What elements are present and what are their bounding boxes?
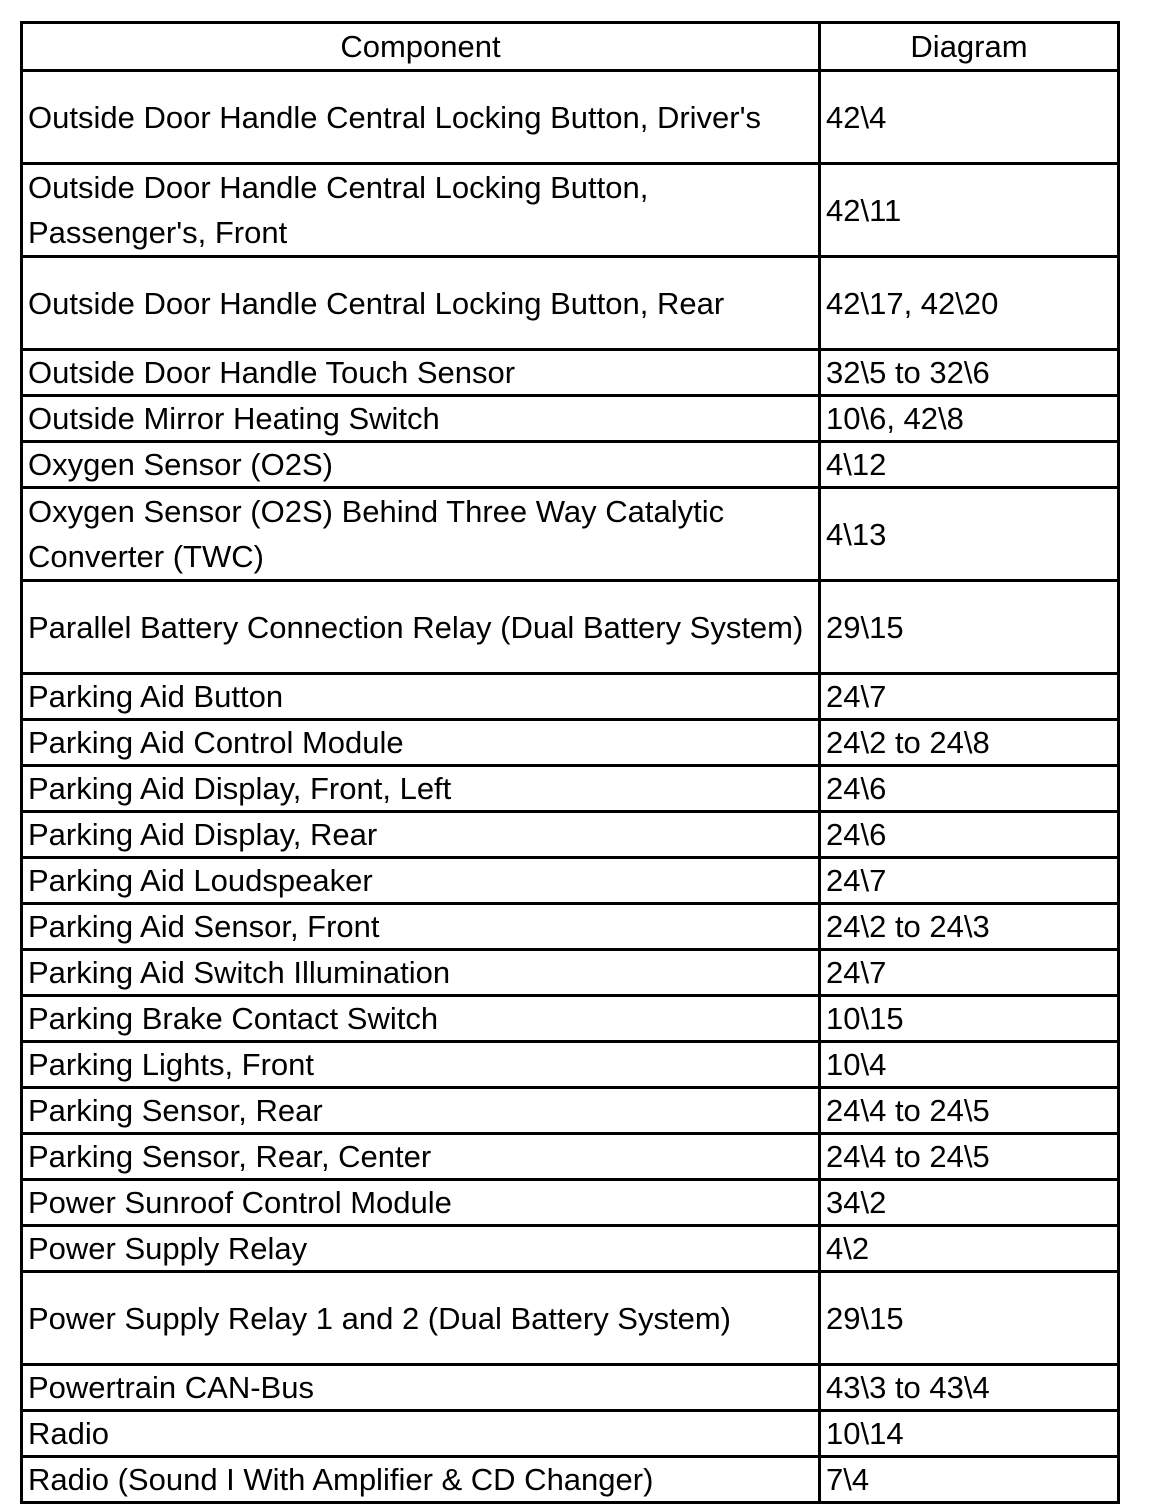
diagram-cell: 10\15 xyxy=(820,996,1119,1042)
table-body xyxy=(22,71,1119,1503)
diagram-cell: 24\2 to 24\8 xyxy=(820,720,1119,766)
component-cell: Parking Aid Display, Rear xyxy=(22,812,820,858)
table-row xyxy=(22,766,1119,812)
component-cell: Outside Door Handle Central Locking Button, Rear xyxy=(22,257,820,350)
component-cell: Radio xyxy=(22,1411,820,1457)
component-cell: Parking Sensor, Rear xyxy=(22,1088,820,1134)
diagram-cell: 42\4 xyxy=(820,71,1119,164)
component-cell: Parallel Battery Connection Relay (Dual Battery System) xyxy=(22,581,820,674)
diagram-cell: 34\2 xyxy=(820,1180,1119,1226)
table-row xyxy=(22,950,1119,996)
table-row xyxy=(22,164,1119,257)
table-row xyxy=(22,904,1119,950)
diagram-cell: 43\3 to 43\4 xyxy=(820,1365,1119,1411)
diagram-cell: 4\12 xyxy=(820,442,1119,488)
table-header-row xyxy=(22,23,1119,71)
table-row xyxy=(22,581,1119,674)
component-cell: Parking Aid Loudspeaker xyxy=(22,858,820,904)
diagram-cell: 10\6, 42\8 xyxy=(820,396,1119,442)
table-row xyxy=(22,996,1119,1042)
component-cell: Parking Aid Button xyxy=(22,674,820,720)
diagram-cell: 24\7 xyxy=(820,674,1119,720)
diagram-cell: 4\13 xyxy=(820,488,1119,581)
table-row xyxy=(22,257,1119,350)
component-cell: Parking Brake Contact Switch xyxy=(22,996,820,1042)
table-row xyxy=(22,350,1119,396)
component-diagram-table xyxy=(20,21,1120,1504)
table-row xyxy=(22,442,1119,488)
diagram-cell: 24\6 xyxy=(820,812,1119,858)
diagram-cell: 7\4 xyxy=(820,1457,1119,1503)
component-cell: Powertrain CAN-Bus xyxy=(22,1365,820,1411)
component-cell: Outside Door Handle Central Locking Button, Passenger's, Front xyxy=(22,164,820,257)
component-cell: Parking Sensor, Rear, Center xyxy=(22,1134,820,1180)
table-row xyxy=(22,71,1119,164)
table-row xyxy=(22,1088,1119,1134)
diagram-cell: 29\15 xyxy=(820,1272,1119,1365)
component-cell: Parking Aid Display, Front, Left xyxy=(22,766,820,812)
table-row xyxy=(22,1457,1119,1503)
component-cell: Power Supply Relay xyxy=(22,1226,820,1272)
component-cell: Outside Door Handle Touch Sensor xyxy=(22,350,820,396)
diagram-cell: 24\7 xyxy=(820,950,1119,996)
component-column-header: Component xyxy=(22,23,820,71)
diagram-cell: 32\5 to 32\6 xyxy=(820,350,1119,396)
table-row xyxy=(22,1134,1119,1180)
diagram-cell: 10\4 xyxy=(820,1042,1119,1088)
component-cell: Parking Aid Control Module xyxy=(22,720,820,766)
diagram-cell: 24\4 to 24\5 xyxy=(820,1134,1119,1180)
table-row xyxy=(22,720,1119,766)
table-row xyxy=(22,674,1119,720)
table-row xyxy=(22,1180,1119,1226)
component-cell: Parking Lights, Front xyxy=(22,1042,820,1088)
table-row xyxy=(22,396,1119,442)
component-cell: Oxygen Sensor (O2S) xyxy=(22,442,820,488)
diagram-cell: 24\4 to 24\5 xyxy=(820,1088,1119,1134)
component-cell: Power Supply Relay 1 and 2 (Dual Battery System) xyxy=(22,1272,820,1365)
table-row xyxy=(22,1365,1119,1411)
component-cell: Outside Mirror Heating Switch xyxy=(22,396,820,442)
table-row xyxy=(22,1226,1119,1272)
diagram-cell: 4\2 xyxy=(820,1226,1119,1272)
diagram-column-header: Diagram xyxy=(820,23,1119,71)
table-row xyxy=(22,1411,1119,1457)
diagram-cell: 24\6 xyxy=(820,766,1119,812)
diagram-cell: 10\14 xyxy=(820,1411,1119,1457)
component-cell: Power Sunroof Control Module xyxy=(22,1180,820,1226)
table-row xyxy=(22,858,1119,904)
table-row xyxy=(22,812,1119,858)
diagram-cell: 42\17, 42\20 xyxy=(820,257,1119,350)
table-row xyxy=(22,488,1119,581)
component-cell: Parking Aid Sensor, Front xyxy=(22,904,820,950)
diagram-cell: 29\15 xyxy=(820,581,1119,674)
component-cell: Outside Door Handle Central Locking Button, Driver's xyxy=(22,71,820,164)
component-cell: Radio (Sound I With Amplifier & CD Changer) xyxy=(22,1457,820,1503)
diagram-cell: 42\11 xyxy=(820,164,1119,257)
table-row xyxy=(22,1272,1119,1365)
diagram-cell: 24\7 xyxy=(820,858,1119,904)
component-cell: Oxygen Sensor (O2S) Behind Three Way Catalytic Converter (TWC) xyxy=(22,488,820,581)
table-row xyxy=(22,1042,1119,1088)
diagram-cell: 24\2 to 24\3 xyxy=(820,904,1119,950)
component-cell: Parking Aid Switch Illumination xyxy=(22,950,820,996)
